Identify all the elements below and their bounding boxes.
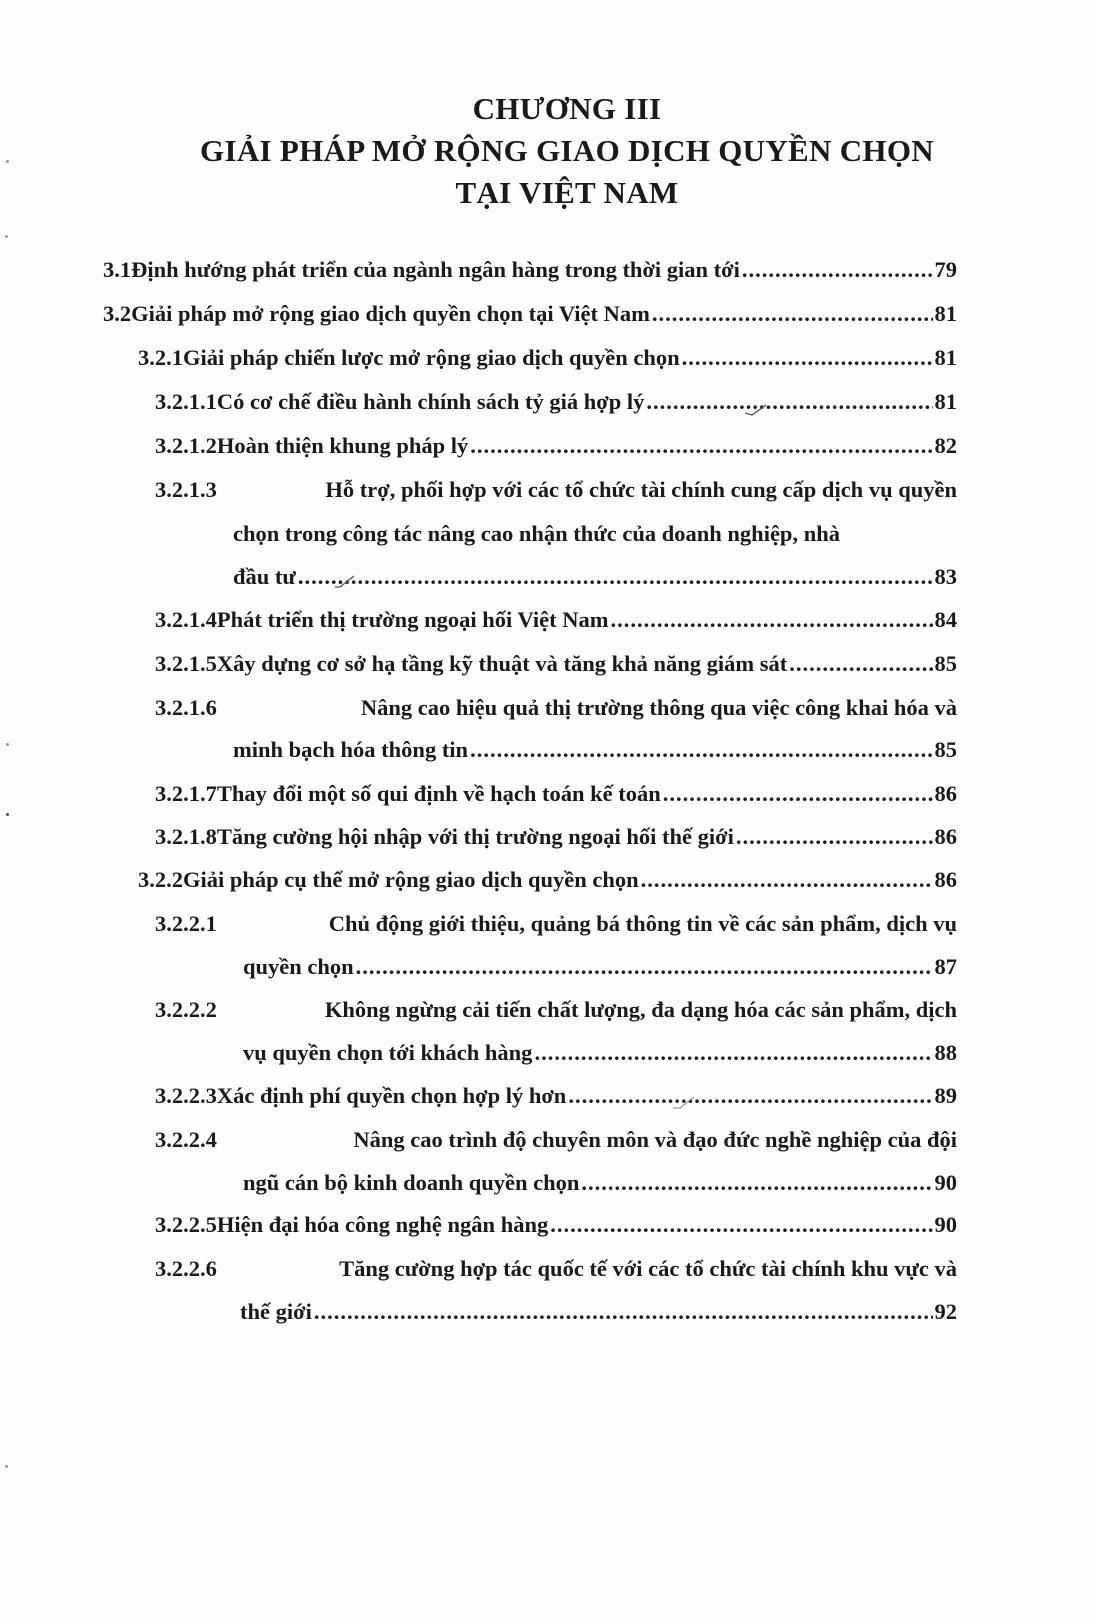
chapter-heading bbox=[0, 88, 1094, 214]
toc-title-line-1: Chủ động giới thiệu, quảng bá thông tin về các sản phẩm, dịch vụ bbox=[328, 911, 957, 936]
toc-page-number: 83 bbox=[934, 564, 957, 589]
toc-number: 3.2.1.3 bbox=[155, 477, 217, 502]
dot-leader bbox=[682, 343, 933, 373]
toc-entry-3-2-1-6-last bbox=[233, 735, 957, 765]
toc-number: 3.2.1.4 bbox=[155, 607, 217, 632]
dot-leader bbox=[534, 1038, 932, 1068]
dot-leader bbox=[641, 865, 933, 895]
dot-leader bbox=[581, 1168, 932, 1198]
toc-page-number: 82 bbox=[934, 433, 957, 458]
toc-page-number: 92 bbox=[934, 1299, 957, 1324]
toc-title: Phát triển thị trường ngoại hối Việt Nam bbox=[216, 607, 609, 632]
toc-entry-3-2-2-6-last bbox=[240, 1297, 957, 1327]
toc-entry-3-2[interactable] bbox=[103, 299, 957, 329]
toc-entry-3-2-2-5[interactable] bbox=[155, 1210, 957, 1240]
toc-page-number: 86 bbox=[934, 781, 957, 806]
toc-page-number: 81 bbox=[934, 345, 957, 370]
toc-title-line-1: Nâng cao trình độ chuyên môn và đạo đức nghề nghiệp của đội bbox=[353, 1127, 957, 1152]
toc-entry-3-2-1-3[interactable] bbox=[155, 475, 957, 505]
toc-entry-3-2-1-6[interactable] bbox=[155, 693, 957, 723]
toc-title-line-2: chọn trong công tác nâng cao nhận thức của doanh nghiệp, nhà bbox=[233, 521, 840, 546]
toc-entry-3-2-2-2-last bbox=[243, 1038, 957, 1068]
toc-entry-3-2-1-4[interactable] bbox=[155, 605, 957, 635]
toc-page-number: 85 bbox=[934, 651, 957, 676]
toc-title-line-2: minh bạch hóa thông tin bbox=[233, 737, 469, 762]
toc-number: 3.2.2.1 bbox=[155, 911, 217, 936]
toc-page-number: 79 bbox=[934, 257, 957, 282]
toc-title-line-1: Không ngừng cải tiến chất lượng, đa dạng hóa các sản phẩm, dịch bbox=[324, 997, 957, 1022]
toc-title-line-1: Nâng cao hiệu quả thị trường thông qua việc công khai hóa và bbox=[360, 695, 957, 720]
toc-page-number: 86 bbox=[934, 867, 957, 892]
chapter-title-line-1: GIẢI PHÁP MỞ RỘNG GIAO DỊCH QUYỀN CHỌN bbox=[200, 133, 934, 168]
scan-speck bbox=[6, 743, 9, 746]
toc-page-number: 89 bbox=[934, 1083, 957, 1108]
toc-page-number: 86 bbox=[934, 824, 957, 849]
dot-leader bbox=[550, 1210, 932, 1240]
toc-title-line-2: quyền chọn bbox=[243, 954, 354, 979]
toc-title-line-2: thế giới bbox=[240, 1299, 312, 1324]
toc-number: 3.2.1.2 bbox=[155, 433, 217, 458]
toc-entry-3-2-2-1-last bbox=[243, 952, 957, 982]
dot-leader bbox=[663, 779, 933, 809]
chapter-title-line-2: TẠI VIỆT NAM bbox=[455, 175, 679, 210]
toc-entry-3-2-1-7[interactable] bbox=[155, 779, 957, 809]
scan-speck bbox=[5, 235, 8, 238]
dot-leader bbox=[356, 952, 933, 982]
toc-number: 3.2 bbox=[103, 301, 132, 326]
toc-page-number: 81 bbox=[934, 301, 957, 326]
toc-title-line-2: vụ quyền chọn tới khách hàng bbox=[243, 1040, 533, 1065]
toc-title-line-2: ngũ cán bộ kinh doanh quyền chọn bbox=[243, 1170, 580, 1195]
dot-leader bbox=[610, 605, 932, 635]
toc-page-number: 90 bbox=[934, 1212, 957, 1237]
dot-leader bbox=[652, 299, 933, 329]
toc-title: Hiện đại hóa công nghệ ngân hàng bbox=[216, 1212, 549, 1237]
dot-leader bbox=[742, 255, 933, 285]
chapter-number: CHƯƠNG III bbox=[472, 91, 662, 126]
dot-leader bbox=[568, 1081, 932, 1111]
toc-number: 3.2.1.8 bbox=[155, 824, 217, 849]
toc-entry-3-2-2-6[interactable] bbox=[155, 1254, 957, 1284]
check-mark-icon bbox=[672, 1096, 696, 1110]
toc-number: 3.2.1.1 bbox=[155, 389, 217, 414]
dot-leader bbox=[736, 822, 933, 852]
toc-title: Giải pháp cụ thể mở rộng giao dịch quyền chọn bbox=[183, 867, 639, 892]
toc-number: 3.2.1.7 bbox=[155, 781, 217, 806]
toc-title: Giải pháp chiến lược mở rộng giao dịch quyền chọn bbox=[183, 345, 680, 370]
toc-title: Định hướng phát triển của ngành ngân hàng trong thời gian tới bbox=[131, 257, 740, 282]
dot-leader bbox=[470, 431, 932, 461]
toc-title-line-1: Hỗ trợ, phối hợp với các tổ chức tài chính cung cấp dịch vụ quyền bbox=[325, 477, 957, 502]
dot-leader bbox=[789, 649, 932, 679]
toc-entry-3-2-2-3[interactable] bbox=[155, 1081, 957, 1111]
toc-title: Xây dựng cơ sở hạ tầng kỹ thuật và tăng khả năng giám sát bbox=[216, 651, 788, 676]
toc-number: 3.2.2.6 bbox=[155, 1256, 217, 1281]
toc-page-number: 90 bbox=[934, 1170, 957, 1195]
toc-title: Có cơ chế điều hành chính sách tỷ giá hợp lý bbox=[216, 389, 645, 414]
toc-number: 3.2.2.2 bbox=[155, 997, 217, 1022]
toc-page-number: 84 bbox=[934, 607, 957, 632]
toc-entry-3-2-1-5[interactable] bbox=[155, 649, 957, 679]
toc-title: Xác định phí quyền chọn hợp lý hơn bbox=[216, 1083, 567, 1108]
toc-entry-3-1[interactable] bbox=[103, 255, 957, 285]
toc-entry-3-2-1[interactable] bbox=[138, 343, 957, 373]
toc-page-number: 87 bbox=[934, 954, 957, 979]
toc-number: 3.2.1.5 bbox=[155, 651, 217, 676]
toc-title: Thay đổi một số qui định về hạch toán kế toán bbox=[216, 781, 661, 806]
toc-number: 3.2.1.6 bbox=[155, 695, 217, 720]
toc-title: Hoàn thiện khung pháp lý bbox=[216, 433, 469, 458]
toc-entry-3-2-1-3-cont bbox=[233, 519, 957, 549]
scan-speck bbox=[5, 1465, 8, 1468]
toc-number: 3.2.1 bbox=[138, 345, 183, 370]
toc-entry-3-2-1-2[interactable] bbox=[155, 431, 957, 461]
dot-leader bbox=[298, 562, 933, 592]
toc-entry-3-2-2-4[interactable] bbox=[155, 1125, 957, 1155]
toc-page-number: 81 bbox=[934, 389, 957, 414]
toc-entry-3-2-2-2[interactable] bbox=[155, 995, 957, 1025]
toc-page-number: 85 bbox=[934, 737, 957, 762]
dot-leader bbox=[314, 1297, 933, 1327]
toc-title-line-3: đầu tư bbox=[233, 564, 296, 589]
check-mark-icon bbox=[744, 403, 768, 417]
toc-number: 3.2.2.3 bbox=[155, 1083, 217, 1108]
check-mark-icon bbox=[334, 575, 358, 589]
toc-number: 3.2.2 bbox=[138, 867, 183, 892]
toc-entry-3-2-1-8[interactable] bbox=[155, 822, 957, 852]
toc-number: 3.2.2.4 bbox=[155, 1127, 217, 1152]
scan-speck bbox=[6, 160, 9, 163]
toc-entry-3-2-2-1[interactable] bbox=[155, 909, 957, 939]
toc-number: 3.2.2.5 bbox=[155, 1212, 217, 1237]
scan-speck bbox=[6, 813, 9, 816]
toc-page-number: 88 bbox=[934, 1040, 957, 1065]
toc-entry-3-2-1-1[interactable] bbox=[155, 387, 957, 417]
toc-number: 3.1 bbox=[103, 257, 132, 282]
dot-leader bbox=[470, 735, 932, 765]
toc-title-line-1: Tăng cường hợp tác quốc tế với các tổ chức tài chính khu vực và bbox=[339, 1256, 957, 1281]
toc-entry-3-2-2[interactable] bbox=[138, 865, 957, 895]
toc-title: Giải pháp mở rộng giao dịch quyền chọn tại Việt Nam bbox=[131, 301, 650, 326]
dot-leader bbox=[646, 387, 932, 417]
toc-entry-3-2-2-4-last bbox=[243, 1168, 957, 1198]
toc-title: Tăng cường hội nhập với thị trường ngoại hối thế giới bbox=[216, 824, 734, 849]
